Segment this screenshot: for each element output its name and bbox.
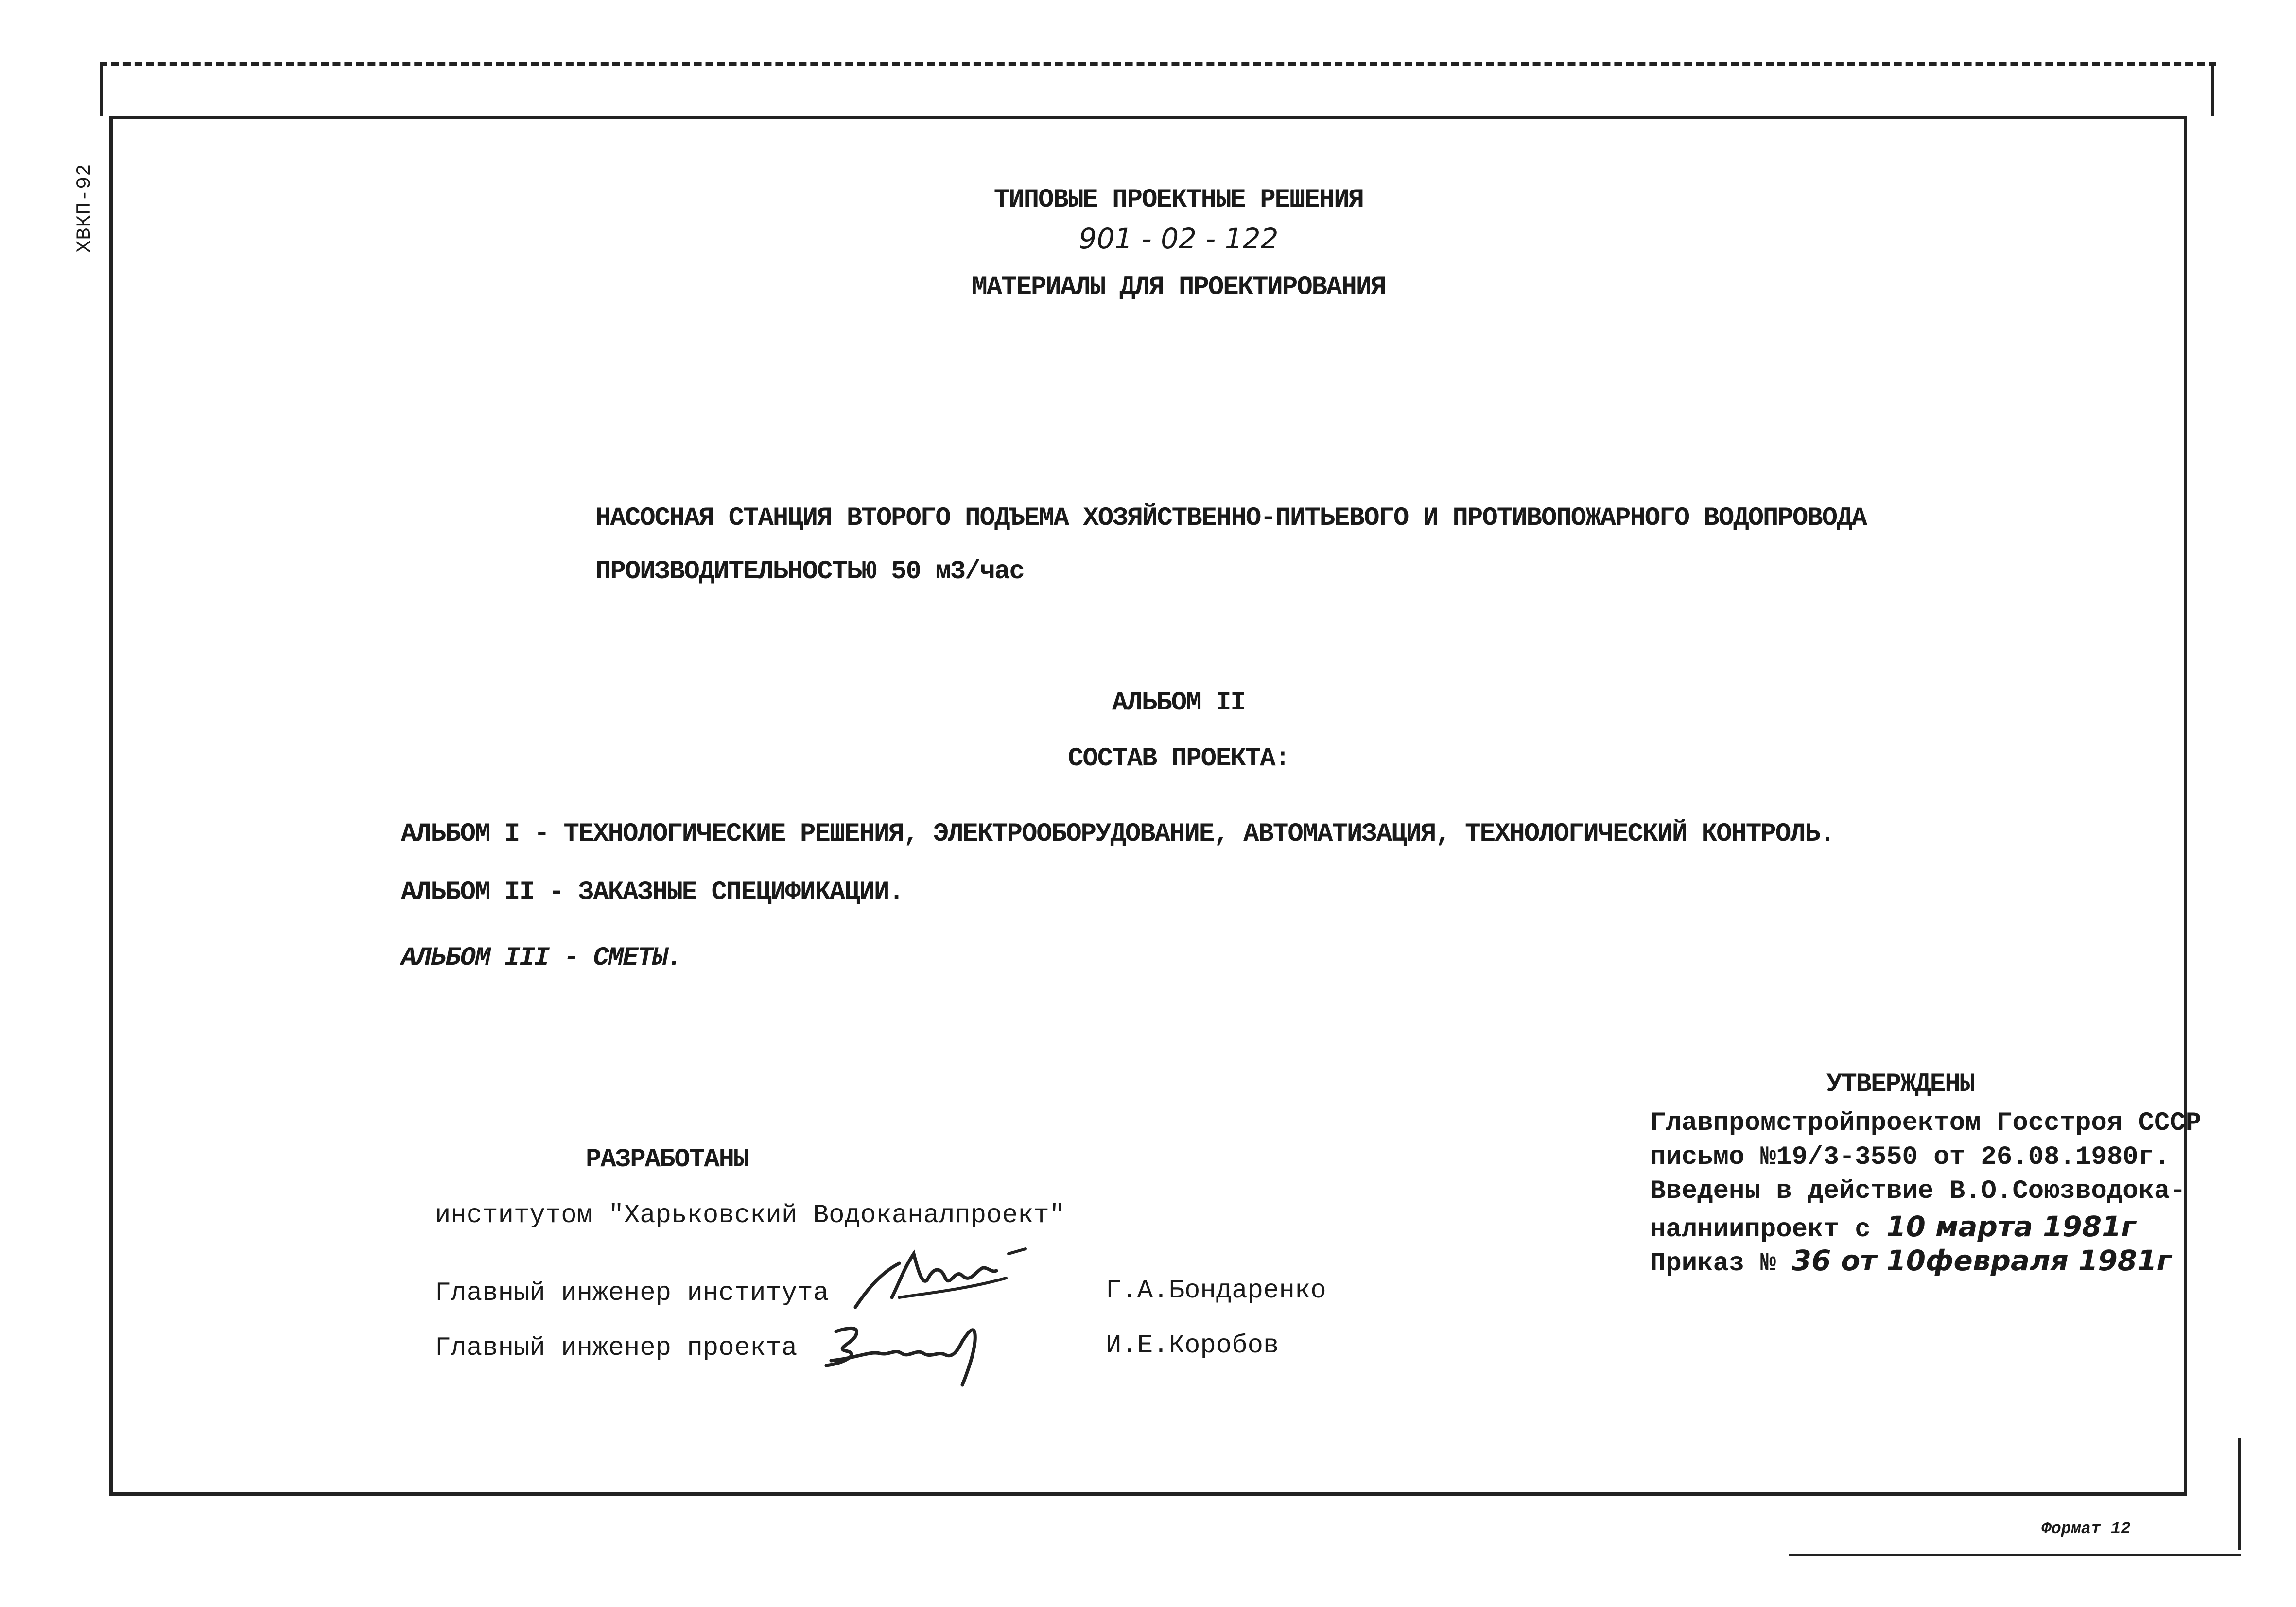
header-design-materials: МАТЕРИАЛЫ ДЛЯ ПРОЕКТИРОВАНИЯ bbox=[972, 273, 1386, 302]
approved-line-4-handwritten-date: 10 марта 1981г bbox=[1886, 1210, 2136, 1243]
album-label: АЛЬБОМ II bbox=[1112, 688, 1245, 718]
trim-line-bottom bbox=[1789, 1554, 2241, 1556]
album-item-3: АЛЬБОМ III - СМЕТЫ. bbox=[401, 943, 682, 973]
frame-outer-right-edge bbox=[2211, 62, 2214, 116]
chief-engineer-project-name: И.Е.Коробов bbox=[1106, 1331, 1279, 1361]
header-standard-solutions: ТИПОВЫЕ ПРОЕКТНЫЕ РЕШЕНИЯ bbox=[993, 185, 1364, 215]
chief-engineer-institute-label: Главный инженер института bbox=[435, 1279, 829, 1308]
approved-line-2: письмо №19/3-3550 от 26.08.1980г. bbox=[1650, 1142, 2170, 1172]
signature-chief-engineer-project bbox=[817, 1312, 1001, 1395]
chief-engineer-project-label: Главный инженер проекта bbox=[435, 1333, 798, 1363]
header-project-code: 901 - 02 - 122 bbox=[1078, 222, 1279, 255]
title-line-2: ПРОИЗВОДИТЕЛЬНОСТЬЮ 50 м3/час bbox=[595, 557, 1024, 587]
approved-line-4 bbox=[1650, 1212, 2136, 1243]
trim-line-right bbox=[2238, 1438, 2241, 1550]
format-label: Формат 12 bbox=[2041, 1520, 2131, 1538]
approved-line-1: Главпромстройпроектом Госстроя СССР bbox=[1650, 1108, 2202, 1138]
approved-line-5-prefix: Приказ № bbox=[1650, 1249, 1776, 1279]
album-item-1: АЛЬБОМ I - ТЕХНОЛОГИЧЕСКИЕ РЕШЕНИЯ, ЭЛЕКТРООБОРУДОВАНИЕ, АВТОМАТИЗАЦИЯ, ТЕХНОЛОГИЧЕСКИЙ КОНТРОЛЬ. bbox=[401, 819, 1835, 849]
side-archive-code: ХВКП-92 bbox=[73, 163, 96, 253]
approved-line-5 bbox=[1650, 1246, 2172, 1277]
developed-heading: РАЗРАБОТАНЫ bbox=[586, 1145, 748, 1175]
composition-heading: СОСТАВ ПРОЕКТА: bbox=[1067, 744, 1290, 774]
approved-line-3: Введены в действие В.О.Союзводока- bbox=[1650, 1176, 2186, 1206]
developed-institute: институтом "Харьковский Водоканалпроект" bbox=[435, 1201, 1065, 1230]
approved-line-5-handwritten-order: 36 от 10февраля 1981г bbox=[1792, 1244, 2172, 1277]
signature-chief-engineer-institute bbox=[846, 1239, 1030, 1322]
chief-engineer-institute-name: Г.А.Бондаренко bbox=[1106, 1276, 1326, 1306]
album-item-2: АЛЬБОМ II - ЗАКАЗНЫЕ СПЕЦИФИКАЦИИ. bbox=[401, 878, 904, 907]
frame-dashed-top-border bbox=[100, 62, 2216, 66]
title-line-1: НАСОСНАЯ СТАНЦИЯ ВТОРОГО ПОДЪЕМА ХОЗЯЙСТВЕННО-ПИТЬЕВОГО И ПРОТИВОПОЖАРНОГО ВОДОПРОВОДА bbox=[595, 503, 1866, 533]
frame-outer-left-edge bbox=[100, 62, 103, 116]
approved-heading: УТВЕРЖДЕНЫ bbox=[1826, 1070, 1975, 1099]
approved-line-4-prefix: налниипроект с bbox=[1650, 1215, 1871, 1244]
